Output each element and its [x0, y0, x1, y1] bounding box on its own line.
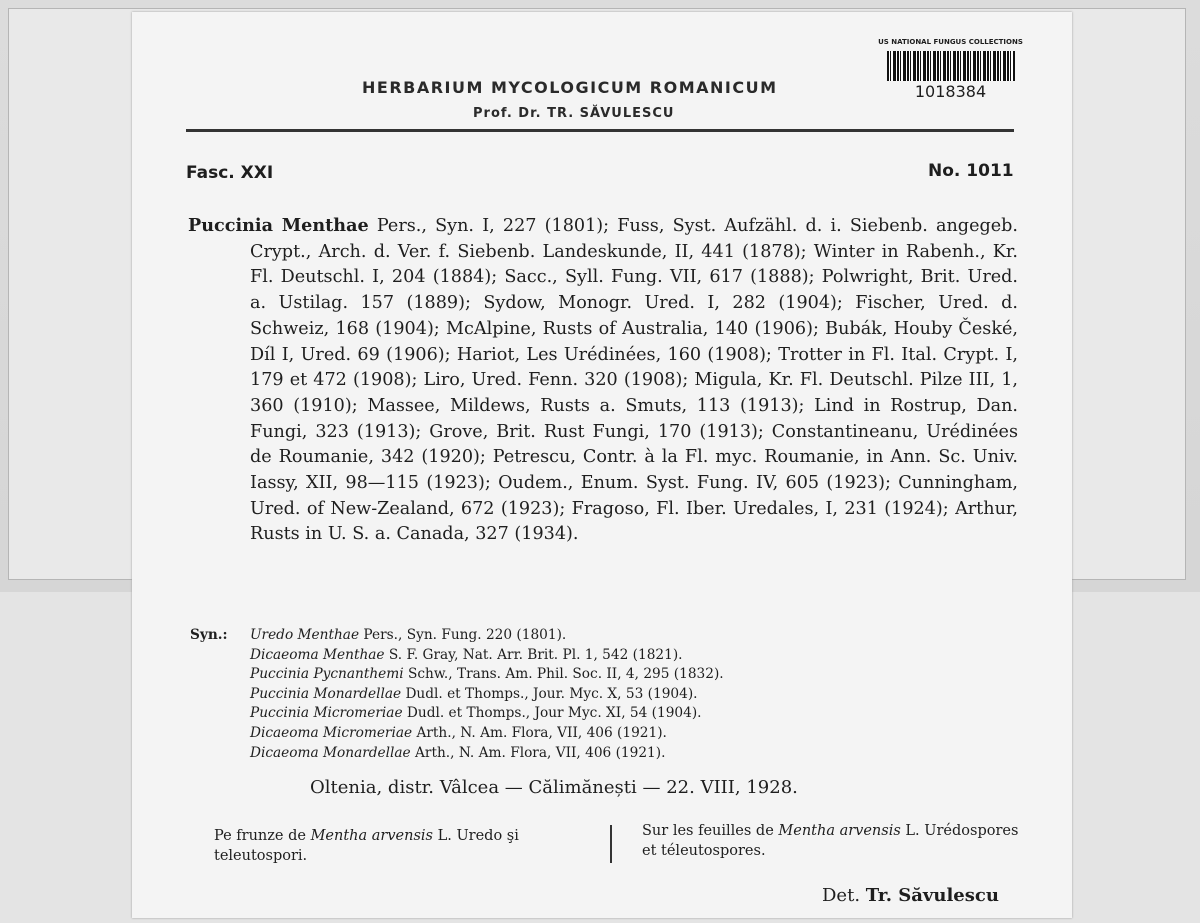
herbarium-subtitle: Prof. Dr. TR. SĂVULESCU	[473, 106, 675, 121]
barcode-collection: US NATIONAL FUNGUS COLLECTIONS	[878, 38, 1023, 46]
collection-locality: Oltenia, distr. Vâlcea — Călimănești — 22. VIII, 1928.	[310, 777, 798, 798]
species-name: Puccinia Menthae	[188, 215, 369, 236]
synonym-list	[250, 626, 950, 763]
host-romanian: Pe frunze de Mentha arvensis L. Uredo şi teleutospori.	[214, 828, 519, 864]
synonyms-label: Syn.:	[190, 627, 228, 643]
synonym-item: Dicaeoma Micromeriae Arth., N. Am. Flora, VII, 406 (1921).	[250, 724, 667, 741]
synonym-item: Puccinia Monardellae Dudl. et Thomps., Jour. Myc. X, 53 (1904).	[250, 685, 698, 702]
herbarium-title: HERBARIUM MYCOLOGICUM ROMANICUM	[362, 78, 778, 97]
synonym-item: Puccinia Pycnanthemi Schw., Trans. Am. Phil. Soc. II, 4, 295 (1832).	[250, 666, 724, 683]
determiner: Det. Tr. Săvulescu	[822, 885, 999, 906]
barcode-number: 1018384	[914, 82, 987, 101]
fascicle-label: Fasc. XXI	[186, 163, 274, 183]
synonym-item: Dicaeoma Monardellae Arth., N. Am. Flora, VII, 406 (1921).	[250, 744, 666, 761]
synonym-item: Dicaeoma Menthae S. F. Gray, Nat. Arr. Brit. Pl. 1, 542 (1821).	[250, 646, 683, 663]
species-paragraph	[188, 213, 1018, 548]
exsiccata-number: No. 1011	[928, 161, 1014, 181]
synonym-item: Uredo Menthae Pers., Syn. Fung. 220 (1801).	[250, 627, 567, 643]
synonym-item: Puccinia Micromeriae Dudl. et Thomps., Jour Myc. XI, 54 (1904).	[250, 705, 702, 722]
header-rule	[186, 129, 1014, 132]
barcode-label	[878, 38, 1023, 104]
barcode-icon	[887, 51, 1015, 81]
species-citation-block	[188, 213, 1018, 548]
species-citation: Pers., Syn. I, 227 (1801); Fuss, Syst. Aufzähl. d. i. Siebenb. angegeb. Crypt., Arch. d. Ver. f. Siebenb. Landeskunde, II, 441 (1878); Winter in Rabenh., Kr. Fl. Deutschl. I, 204 (1884); Sacc., Syll. Fung. VII, 617 (1888); Polwright, Brit. Ured. a. Ustilag. 157 (1889); Sydow, Monogr. Ured. I, 282 (1904); Fischer, Ured. d. Schweiz, 168 (1904); McAlpine, Rusts of Australia, 140 (1906); Bubák, Houby České, Díl I, Ured. 69 (1906); Hariot, Les Urédinées, 160 (1908); Trotter in Fl. Ital. Crypt. I, 179 et 472 (1908); Liro, Ured. Fenn. 320 (1908); Migula, Kr. Fl. Deutschl. Pilze III, 1, 360 (1910); Massee, Mildews, Rusts a. Smuts, 113 (1913); Lind in Rostrup, Dan. Fungi, 323 (1913); Grove, Brit. Rust Fungi, 170 (1913); Constantineanu, Urédinées de Roumanie, 342 (1920); Petrescu, Contr. à la Fl. myc. Roumanie, in Ann. Sc. Univ. Iassy, XII, 98—115 (1923); Oudem., Enum. Syst. Fung. IV, 605 (1923); Cunningham, Ured. of New-Zealand, 672 (1923); Fragoso, Fl. Iber. Uredales, I, 231 (1924); Arthur, Rusts in U. S. a. Canada, 327 (1934).	[250, 216, 1019, 545]
host-french: Sur les feuilles de Mentha arvensis L. Urédospores et téleutospores.	[642, 823, 1019, 859]
host-divider	[610, 825, 612, 863]
